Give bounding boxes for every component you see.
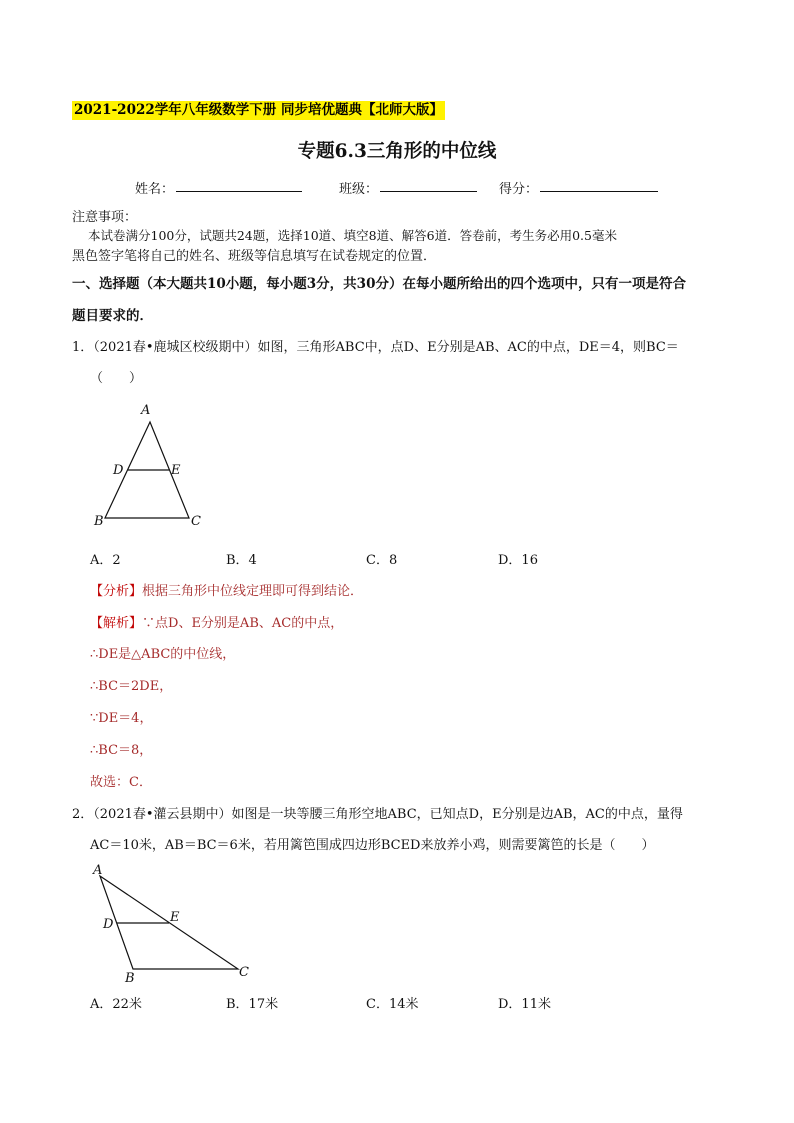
q1-label-d: D [113,463,124,478]
q2-stem-line-2: AC＝10米，AB＝BC＝6米，若用篱笆围成四边形BCED来放养小鸡，则需要篱笆的长是（ ） [90,838,655,853]
q1-label-a: A [141,403,151,418]
name-field[interactable] [176,191,302,192]
q2-stem-line-1: 2．（2021春•灌云县期中）如图是一块等腰三角形空地ABC，已知点D，E分别是边AB，AC的中点，量得 [72,807,683,822]
q2-label-e: E [170,910,180,925]
q1-triangle-figure [88,400,218,535]
q1-label-b: B [94,514,104,529]
q2-choice-d[interactable]: D．11米 [498,997,551,1012]
q2-choice-b[interactable]: B．17米 [226,997,279,1012]
q1-solution-line-1 [90,612,343,631]
q1-choice-a[interactable]: A．2 [90,553,121,568]
q2-label-c: C [239,965,249,980]
q1-choice-d[interactable]: D．16 [498,553,538,568]
name-label: 姓名： [135,182,175,197]
q1-stem: 1．（2021春•鹿城区校级期中）如图，三角形ABC中，点D、E分别是AB、AC的中点，DE＝4，则BC＝ [72,340,679,355]
q2-label-b: B [125,971,135,986]
section-heading-line-1: 一、选择题（本大题共10小题，每小题3分，共30分）在每小题所给出的四个选项中，只有一项是符合 [72,276,686,292]
analysis-tag: 【分析】 [90,584,143,599]
class-label: 班级： [339,182,379,197]
q1-solution-line-2: ∴DE是△ABC的中位线， [90,647,236,662]
q1-choice-c[interactable]: C．8 [366,553,398,568]
notice-heading: 注意事项： [72,210,138,225]
notice-line-2: 黑色签字笔将自己的姓名、班级等信息填写在试卷规定的位置． [72,249,437,264]
q2-triangle-figure [88,858,263,986]
q1-choice-b[interactable]: B．4 [226,553,257,568]
series-tag: 2021-2022学年八年级数学下册 同步培优题典【北师大版】 [74,102,443,118]
solution-tag: 【解析】 [90,616,143,631]
q2-label-a: A [93,863,103,878]
q1-solution-line-3: ∴BC＝2DE， [90,679,173,694]
q1-solution-line-4: ∵DE＝4， [90,711,153,726]
q1-label-e: E [171,463,181,478]
q1-label-c: C [191,514,201,529]
score-field[interactable] [540,191,658,192]
q2-label-d: D [103,917,114,932]
class-field[interactable] [380,191,477,192]
q1-analysis [90,580,363,599]
section-heading-line-2: 题目要求的． [72,308,153,324]
q1-answer-blank: （ ） [90,371,143,386]
q1-answer: 故选：C． [90,775,152,790]
q2-choice-c[interactable]: C．14米 [366,997,419,1012]
notice-line-1: 本试卷满分100分，试题共24题，选择10道、填空8道、解答6道．答卷前，考生务必用0.5毫米 [88,228,617,243]
q1-solution-line-5: ∴BC＝8， [90,743,153,758]
analysis-text: 根据三角形中位线定理即可得到结论． [142,584,364,599]
score-label: 得分： [499,182,539,197]
q2-choice-a[interactable]: A．22米 [90,997,142,1012]
page-title: 专题6.3三角形的中位线 [297,141,497,162]
solution-text-1: ∵点D、E分别是AB、AC的中点， [142,616,344,631]
